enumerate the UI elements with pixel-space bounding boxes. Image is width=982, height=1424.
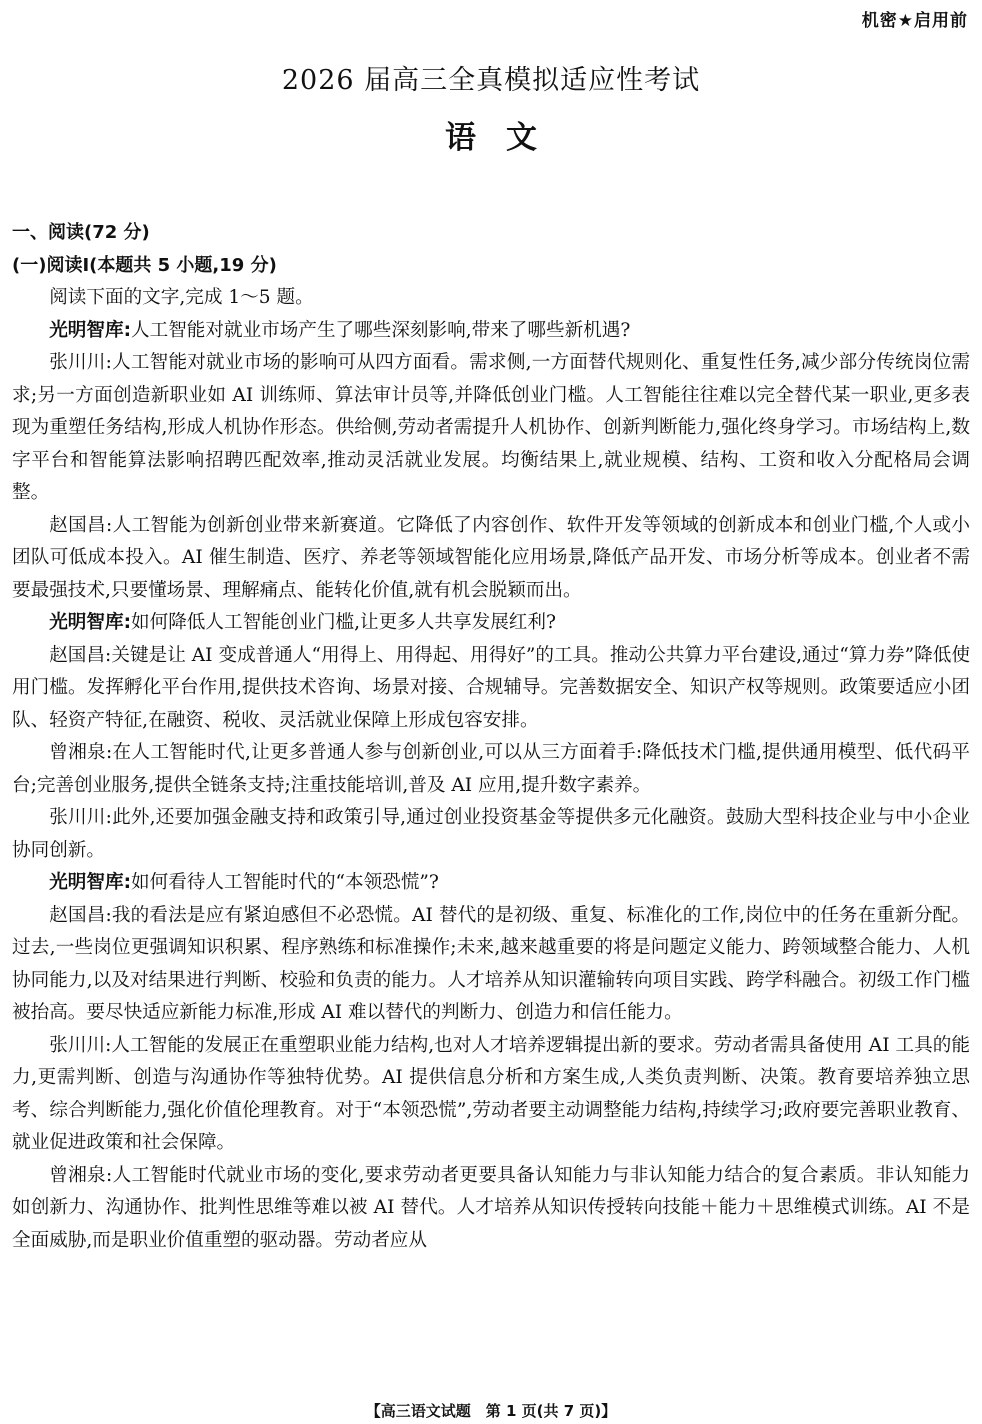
exam-title: 2026 届高三全真模拟适应性考试 <box>281 65 701 96</box>
speaker: 赵国昌: <box>49 904 112 926</box>
page-footer: 【高三语文试题 第 1 页(共 7 页)】 <box>365 1402 617 1420</box>
section-heading: 一、阅读(72 分) <box>12 222 150 243</box>
subject-title: 语文 <box>445 120 567 156</box>
paragraph <box>12 1030 970 1160</box>
paragraph <box>12 737 970 802</box>
paragraph <box>12 900 970 1030</box>
paragraph <box>12 315 970 348</box>
speaker: 光明智库: <box>49 319 131 341</box>
paragraph <box>12 867 970 900</box>
paragraph-text: 人工智能对就业市场产生了哪些深刻影响,带来了哪些新机遇? <box>131 319 631 341</box>
paragraph <box>12 802 970 867</box>
paragraph-text: 人工智能为创新创业带来新赛道。它降低了内容创作、软件开发等领域的创新成本和创业门槛,个人或小团队可低成本投入。AI 催生制造、医疗、养老等领域智能化应用场景,降低产品开发、市场分析等成本。创业者不需要最强技术,只要懂场景、理解痛点、能转化价值,就有机会脱颖而出。 <box>12 514 971 601</box>
subsection-heading: (一)阅读Ⅰ(本题共 5 小题,19 分) <box>12 255 277 276</box>
paragraph-text: 如何看待人工智能时代的“本领恐慌”? <box>131 872 439 893</box>
speaker: 曾湘泉: <box>49 1164 113 1186</box>
paragraph-text: 在人工智能时代,让更多普通人参与创新创业,可以从三方面着手:降低技术门槛,提供通用模型、低代码平台;完善创业服务,提供全链条支持;注重技能培训,普及 AI 应用,提升数字素养。 <box>12 742 971 796</box>
paragraph <box>12 1160 970 1258</box>
paragraph-text: 关键是让 AI 变成普通人“用得上、用得起、用得好”的工具。推动公共算力平台建设,通过“算力券”降低使用门槛。发挥孵化平台作用,提供技术咨询、场景对接、合规辅导。完善数据安全、知识产权等规则。政策要适应小团队、轻资产特征,在融资、税收、灵活就业保障上形成包容安排。 <box>12 644 971 731</box>
paragraph-text: 人工智能时代就业市场的变化,要求劳动者更要具备认知能力与非认知能力结合的复合素质。非认知能力如创新力、沟通协作、批判性思维等难以被 AI 替代。人才培养从知识传授转向技能＋能力＋思维模式训练。AI 不是全面威胁,而是职业价值重塑的驱动器。劳动者应从 <box>12 1164 971 1251</box>
paragraph-text: 我的看法是应有紧迫感但不必恐慌。AI 替代的是初级、重复、标准化的工作,岗位中的任务在重新分配。过去,一些岗位更强调知识积累、程序熟练和标准操作;未来,越来越重要的将是问题定义能力、跨领域整合能力、人机协同能力,以及对结果进行判断、校验和负责的能力。人才培养从知识灌输转向项目实践、跨学科融合。初级工作门槛被抬高。要尽快适应新能力标准,形成 AI 难以替代的判断力、创造力和信任能力。 <box>12 904 970 1023</box>
paragraph-text: 人工智能对就业市场的影响可从四方面看。需求侧,一方面替代规则化、重复性任务,减少部分传统岗位需求;另一方面创造新职业如 AI 训练师、算法审计员等,并降低创业门槛。人工智能往往难以完全替代某一职业,更多表现为重塑任务结构,形成人机协作形态。供给侧,劳动者需提升人机协作、创新判断能力,强化终身学习。市场结构上,数字平台和智能算法影响招聘匹配效率,推动灵活就业发展。均衡结果上,就业规模、结构、工资和收入分配格局会调整。 <box>12 352 971 503</box>
reading-passage <box>12 282 970 1257</box>
instruction: 阅读下面的文字,完成 1～5 题。 <box>49 287 314 308</box>
speaker: 曾湘泉: <box>49 742 113 763</box>
paragraph <box>12 347 970 510</box>
speaker: 赵国昌: <box>49 644 112 666</box>
speaker: 光明智库: <box>49 612 131 633</box>
speaker: 赵国昌: <box>49 514 113 536</box>
paragraph <box>12 510 970 608</box>
speaker: 光明智库: <box>49 872 131 893</box>
paragraph <box>12 607 970 640</box>
paragraph-text: 人工智能的发展正在重塑职业能力结构,也对人才培养逻辑提出新的要求。劳动者需具备使用 AI 工具的能力,更需判断、创造与沟通协作等独特优势。AI 提供信息分析和方案生成,人类负责判断、决策。教育要培养独立思考、综合判断能力,强化价值伦理教育。对于“本领恐慌”,劳动者要主动调整能力结构,持续学习;政府要完善职业教育、就业促进政策和社会保障。 <box>12 1034 971 1153</box>
speaker: 张川川: <box>49 1034 112 1056</box>
speaker: 张川川: <box>49 807 112 828</box>
confidential-label: 机密★启用前 <box>861 11 968 31</box>
paragraph-text: 如何降低人工智能创业门槛,让更多人共享发展红利? <box>131 612 556 633</box>
speaker: 张川川: <box>49 352 112 373</box>
paragraph <box>12 640 970 738</box>
paragraph-text: 此外,还要加强金融支持和政策引导,通过创业投资基金等提供多元化融资。鼓励大型科技企业与中小企业协同创新。 <box>12 807 971 861</box>
